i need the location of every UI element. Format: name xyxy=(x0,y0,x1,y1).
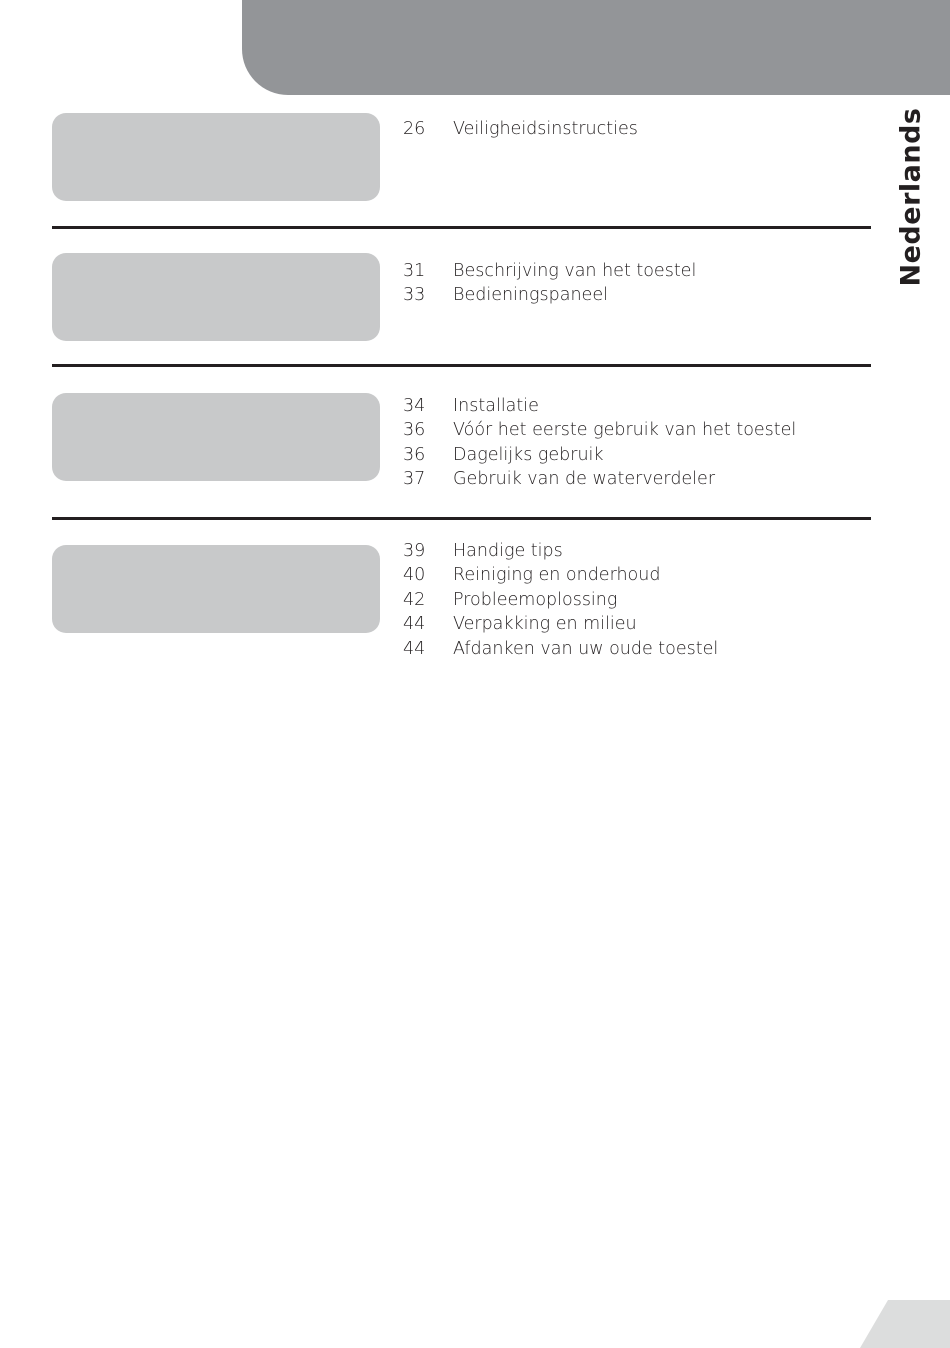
page-corner-tab xyxy=(860,1300,950,1348)
toc-title: Handige tips xyxy=(453,541,563,561)
toc-page-number: 44 xyxy=(403,638,426,659)
section-2-box xyxy=(52,253,380,341)
toc-page-number: 44 xyxy=(403,614,426,635)
toc-title: Vóór het eerste gebruik van het toestel xyxy=(453,420,797,441)
toc-page-number: 39 xyxy=(403,541,426,561)
toc-page-number: 42 xyxy=(403,589,426,610)
toc-page-number: 36 xyxy=(403,444,426,465)
section-divider xyxy=(52,517,871,520)
toc-entry[interactable] xyxy=(403,443,796,467)
toc-entry[interactable] xyxy=(403,563,718,587)
toc-entry[interactable] xyxy=(403,637,718,661)
toc-title: Installatie xyxy=(453,396,539,416)
section-4-entries xyxy=(403,539,718,661)
toc-entry[interactable] xyxy=(403,612,718,636)
toc-entry[interactable] xyxy=(403,117,638,141)
toc-page-number: 37 xyxy=(403,469,426,490)
toc-entry[interactable] xyxy=(403,394,796,418)
section-1-box xyxy=(52,113,380,201)
toc-page-number: 40 xyxy=(403,565,426,586)
language-label: Nederlands xyxy=(895,107,927,287)
section-3-box xyxy=(52,393,380,481)
toc-title: Gebruik van de waterverdeler xyxy=(453,469,716,490)
toc-title: Bedieningspaneel xyxy=(453,285,608,306)
toc-page-number: 26 xyxy=(403,119,426,139)
header-band xyxy=(242,0,950,95)
toc-title: Veiligheidsinstructies xyxy=(453,119,638,139)
toc-page-number: 34 xyxy=(403,396,426,416)
toc-entry[interactable] xyxy=(403,259,696,283)
section-divider xyxy=(52,226,871,229)
toc-title: Afdanken van uw oude toestel xyxy=(453,638,719,659)
section-3-entries xyxy=(403,394,796,492)
toc-title: Probleemoplossing xyxy=(453,589,618,610)
toc-title: Dagelijks gebruik xyxy=(453,444,604,465)
toc-page-number: 33 xyxy=(403,285,426,306)
toc-title: Reiniging en onderhoud xyxy=(453,565,661,586)
toc-entry[interactable] xyxy=(403,539,718,563)
section-4-box xyxy=(52,545,380,633)
toc-entry[interactable] xyxy=(403,588,718,612)
toc-entry[interactable] xyxy=(403,418,796,442)
toc-page-number: 36 xyxy=(403,420,426,441)
section-1-entries xyxy=(403,117,638,141)
section-2-entries xyxy=(403,259,696,308)
section-divider xyxy=(52,364,871,367)
toc-page-number: 31 xyxy=(403,261,426,281)
toc-title: Beschrijving van het toestel xyxy=(453,261,697,281)
toc-entry[interactable] xyxy=(403,283,696,307)
toc-entry[interactable] xyxy=(403,467,796,491)
toc-title: Verpakking en milieu xyxy=(453,614,637,635)
